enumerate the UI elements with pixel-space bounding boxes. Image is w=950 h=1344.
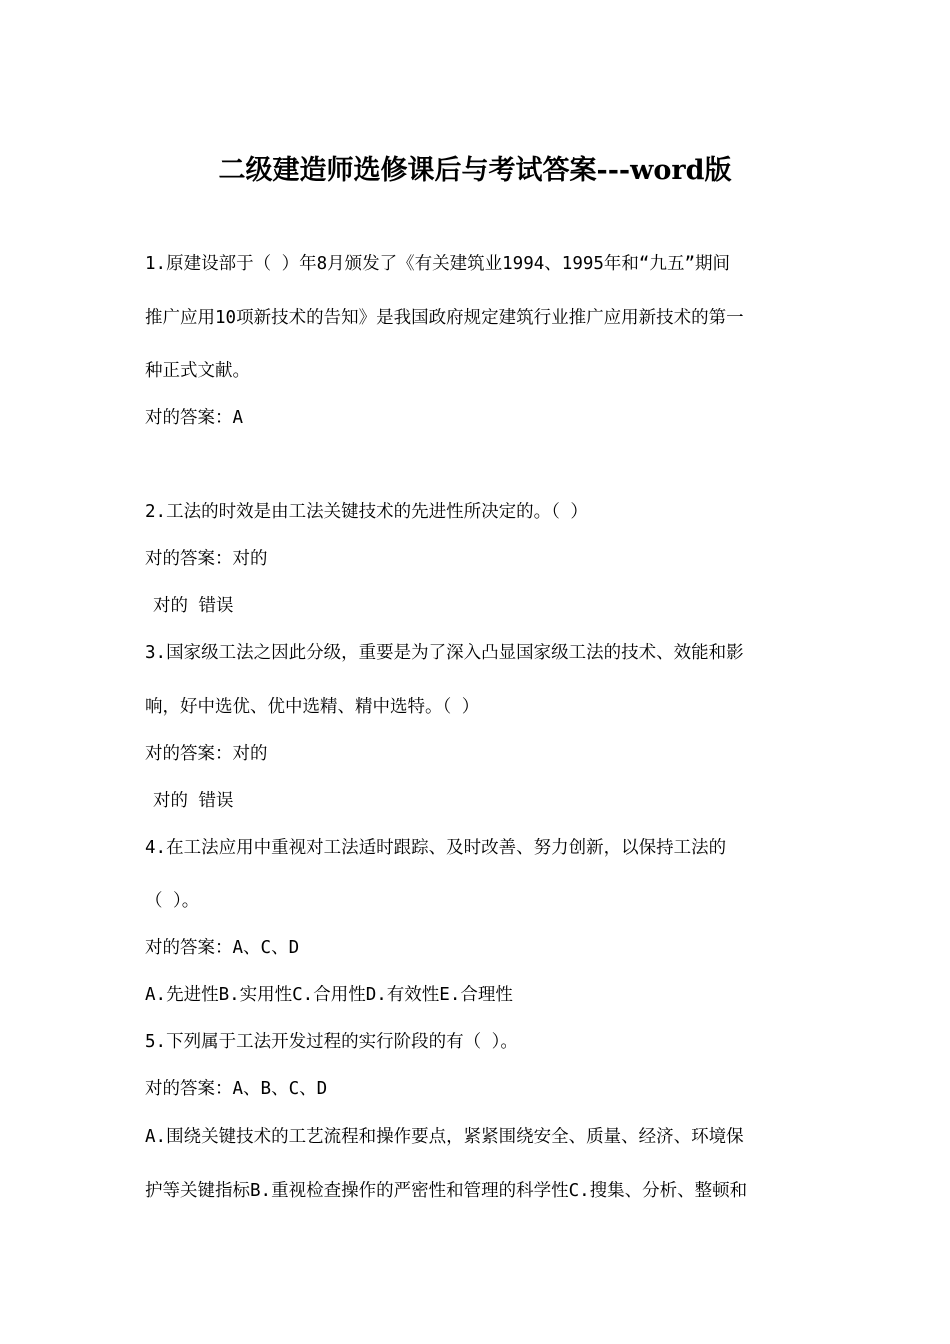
q2-answer: 对的答案：对的	[145, 549, 268, 569]
q4-answer: 对的答案：A、C、D	[145, 938, 300, 958]
q4-options: A.先进性B.实用性C.合用性D.有效性E.合理性	[145, 985, 513, 1005]
q5-line-1: 5.下列属于工法开发过程的实行阶段的有（ ）。	[145, 1032, 518, 1052]
document-title: 二级建造师选修课后与考试答案---word版	[218, 155, 732, 186]
q1-answer: 对的答案：A	[145, 408, 244, 428]
q3-line-1: 3.国家级工法之因此分级，重要是为了深入凸显国家级工法的技术、效能和影	[145, 643, 744, 663]
q3-line-2: 响，好中选优、优中选精、精中选特。（ ）	[145, 697, 480, 717]
q5-option-line-1: A.围绕关键技术的工艺流程和操作要点，紧紧围绕安全、质量、经济、环境保	[145, 1127, 744, 1147]
q5-answer: 对的答案：A、B、C、D	[145, 1079, 328, 1099]
q3-options: 对的 错误	[153, 791, 234, 811]
q2-options: 对的 错误	[153, 596, 234, 616]
q1-line-1: 1.原建设部于（ ）年8月颁发了《有关建筑业1994、1995年和“九五”期间	[145, 254, 731, 274]
q3-answer: 对的答案：对的	[145, 744, 268, 764]
q1-line-3: 种正式文献。	[145, 361, 250, 381]
q1-line-2: 推广应用10项新技术的告知》是我国政府规定建筑行业推广应用新技术的第一	[145, 308, 744, 328]
q2-line-1: 2.工法的时效是由工法关键技术的先进性所决定的。（ ）	[145, 502, 588, 522]
q4-line-2: （ ）。	[145, 891, 200, 911]
q5-option-line-2: 护等关键指标B.重视检查操作的严密性和管理的科学性C.搜集、分析、整顿和	[145, 1181, 748, 1201]
q4-line-1: 4.在工法应用中重视对工法适时跟踪、及时改善、努力创新，以保持工法的	[145, 838, 727, 858]
